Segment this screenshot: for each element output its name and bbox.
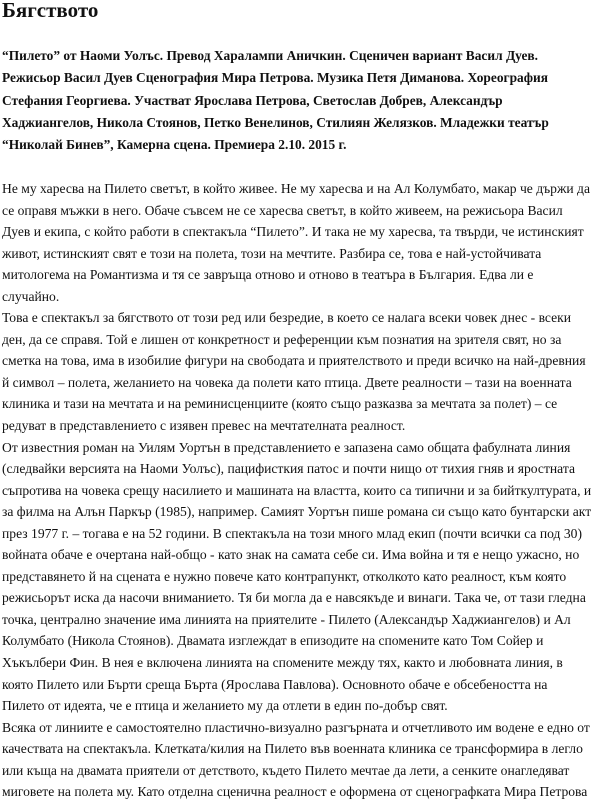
body-text-line: митологема на Романтизма и тя се завръща отново и отново в театъра в България. Едва ли е [2,267,534,283]
body-text-line: клиника и тази на мечтата и на реминисценциите (която също разказва за мечтата за полет) – се [2,396,558,412]
body-text-line: случайно. [2,288,60,304]
body-text-line: ден, да се справя. Той е лишен от конкретност и референции към познатия на зрителя свят, но за [2,331,562,347]
body-text-line: представянето й на сцената е нужно повече като контрапункт, отколкото като реалност, към която [2,568,567,584]
body-text-line: точка, централно значение има линията на приятелите - Пилето (Александър Хаджиангелов) и Ал [2,611,571,627]
body-text-line: Дуев и екипа, с който работи в спектакъла “Пилето”. И така не му харесва, та твърди, че истинският [2,224,584,240]
body-text-line: за филма на Алън Паркър (1985), например. Самият Уортън пише романа си също като бунтарски акт [2,504,592,520]
body-text-line: (следвайки версията на Наоми Уолъс), пацифисткия патос и почти нищо от тихия гняв и яростната [2,461,575,477]
body-text-line: миговете на полета му. Като отделна сценична реалност е оформена от сценографката Мира Петрова [2,784,588,800]
body-text-line: От известния роман на Уилям Уортън в представлението е запазена само общата фабулната линия [2,439,571,455]
credits-line: “Пилето” от Наоми Уолъс. Превод Харалампи Аничкин. Сценичен вариант Васил Дуев. [2,48,538,63]
body-text-line: Всяка от линиите е самостоятелно пластично-визуално разгърната и отчетливото им водене е едно от [2,719,590,735]
body-text-line: Това е спектакъл за бягството от този ред или безредие, в което се налага всеки човек днес - всеки [2,310,572,326]
body-text-line: Пилето от идеята, че е птица и желанието му да отлети в един по-добър свят. [2,698,448,714]
body-text-line: режисьорът иска да насочи вниманието. Тя би могла да е навсякъде и винаги. Така че, от тази гледна [2,590,586,606]
body-text-line: Не му харесва на Пилето светът, в който живее. Не му харесва и на Ал Колумбато, макар че държи да [2,181,590,196]
body-text-line: качествата на спектакъла. Клетката/килия на Пилето във военната клиника се трансформира в легло [2,741,583,757]
credits-line: Стефания Георгиева. Участват Ярослава Петрова, Светослав Добрев, Александър [2,92,503,108]
body-text-line: редуват в представлението с изявен превес на мечтателната реалност. [2,418,406,434]
production-credits [2,45,598,156]
body-text-line: през 1977 г. – тогава е на 52 години. В спектакъла на този много млад екип (почти всички са под 30) [2,525,582,541]
credits-line: “Николай Бинев”, Камерна сцена. Премиера 2.10. 2015 г. [2,137,347,153]
article-title: Бягството [2,0,99,22]
body-text-line: войната обаче е очертана най-общо - като знак на самата себе си. Има война и тя е нещо ужасно, но [2,547,580,563]
article-body [2,178,598,803]
body-text-line: Колумбато (Никола Стоянов). Двамата изглеждат в епизодите на спомените като Том Сойер и [2,633,544,649]
body-text-line: Хъкълбери Фин. В нея е включена линията на спомените между тях, както и любовната линия, в [2,655,563,671]
body-text-line: й символ – полета, желанието на човека да полети като птица. Двете реалности – тази на военната [2,374,572,390]
body-text-line: се оправя мъжки в него. Обаче съвсем не се харесва светът, в който живеем, на режисьора Васил [2,202,563,218]
credits-line: Хаджиангелов, Никола Стоянов, Петко Венелинов, Стилиян Желязков. Младежки театър [2,114,549,130]
body-text-line: живот, истинският свят е този на полета, този на мечтите. Разбира се, това е най-устойчивата [2,245,542,261]
body-text-line: или къща на двамата приятели от детството, където Пилето мечтае да лети, а сенките онагледяват [2,762,570,778]
body-text-line: която Пилето или Бърти среща Бърта (Ярослава Павлова). Основното обаче е обсебеността на [2,676,548,692]
body-text-line: сметка на това, има в изобилие фигури на свободата и приятелството и преди всичко на най-древния [2,353,586,369]
body-text-line: съпротива на човека срещу насилието и машината на властта, които са типични и за бийткултурата, и [2,482,592,498]
credits-line: Режисьор Васил Дуев Сценография Мира Петрова. Музика Петя Диманова. Хореография [2,70,548,86]
